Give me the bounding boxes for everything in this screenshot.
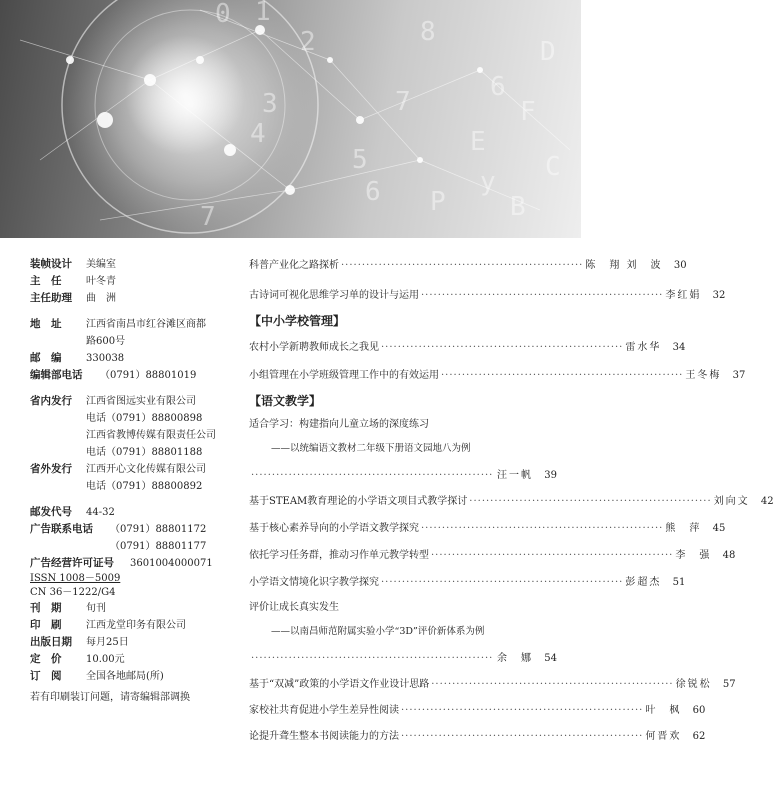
- toc-author: 汪一帆: [497, 470, 533, 481]
- price-value: 10.00元: [86, 654, 125, 665]
- toc-author: 雷水华: [625, 342, 662, 353]
- banner-glyph: C: [545, 152, 561, 182]
- section-heading: 【语文教学】: [249, 394, 322, 408]
- address-label: 地 址: [30, 318, 62, 330]
- banner-glyph: B: [510, 192, 526, 222]
- toc-entry[interactable]: [249, 519, 726, 537]
- section-heading: 【中小学校管理】: [249, 314, 346, 328]
- toc-author: 何晋欢: [645, 731, 682, 742]
- toc-author: 李红娟: [665, 290, 702, 301]
- toc-page: 30: [673, 260, 687, 271]
- toc-entry[interactable]: [249, 366, 746, 384]
- banner-glyph: F: [520, 97, 536, 127]
- subscribe-row: [30, 668, 235, 685]
- toc-page: 51: [672, 577, 686, 588]
- banner-glyph: D: [540, 37, 556, 67]
- toc-title[interactable]: 适合学习：构建指向儿童立场的深度练习: [249, 419, 429, 430]
- toc-entry[interactable]: [249, 675, 736, 693]
- assistant-value: 曲 洲: [86, 293, 116, 304]
- toc-page: 45: [712, 523, 726, 534]
- banner-glyph: P: [430, 187, 446, 217]
- period-row: [30, 600, 235, 617]
- toc-author: 叶 枫: [645, 705, 682, 716]
- toc-author: 陈 翔 刘 波: [585, 260, 663, 271]
- toc-subtitle: ——以南昌师范附属实验小学“3D”评价新体系为例: [271, 626, 485, 637]
- cover-banner: [0, 0, 581, 238]
- toc-leader: ··························································: [421, 290, 664, 301]
- director-label: 主 任: [30, 275, 62, 287]
- mail-code-label: 邮发代号: [30, 506, 72, 518]
- editorial-phone-value: （0791）88801019: [100, 370, 197, 381]
- toc-leader: ··························································: [251, 470, 494, 481]
- overseas-label: 省外发行: [30, 463, 72, 475]
- banner-glyph: 5: [352, 145, 368, 175]
- address-row: [30, 316, 235, 333]
- toc-leader: ··························································: [469, 496, 712, 507]
- toc-page: 62: [692, 731, 706, 742]
- toc-page: 34: [672, 342, 686, 353]
- overseas-v2: 电话（0791）88800892: [86, 481, 203, 492]
- banner-glyph: E: [470, 127, 486, 157]
- design-value: 美编室: [86, 259, 116, 270]
- toc-title: 家校社共育促进小学生差异性阅读: [249, 705, 399, 716]
- masthead: [30, 256, 235, 706]
- ad-license-value: 3601004000071: [130, 558, 213, 569]
- banner-glyph: 8: [420, 17, 436, 47]
- toc-leader: ··························································: [431, 550, 674, 561]
- price-label: 定 价: [30, 653, 62, 665]
- period-label: 刊 期: [30, 602, 62, 614]
- toc-page: 42: [760, 496, 774, 507]
- pub-date-label: 出版日期: [30, 636, 72, 648]
- toc-page: 32: [712, 290, 726, 301]
- pub-date-row: [30, 634, 235, 651]
- editorial-phone-label: 编辑部电话: [30, 369, 83, 381]
- toc-entry[interactable]: [249, 286, 726, 304]
- toc-leader: ··························································: [441, 370, 684, 381]
- toc-entry[interactable]: [249, 546, 736, 564]
- banner-glyph: 6: [365, 177, 381, 207]
- toc-page: 48: [722, 550, 736, 561]
- toc-title: 基于核心素养导向的小学语文教学探究: [249, 523, 419, 534]
- cn-number: CN 36－1222/G4: [30, 587, 116, 598]
- banner-glyph: y: [480, 167, 496, 197]
- toc-entry[interactable]: [249, 701, 706, 719]
- pub-date-value: 每月25日: [86, 637, 129, 648]
- postcode-label: 邮 编: [30, 352, 62, 364]
- banner-glyph: 0: [215, 0, 231, 29]
- director-value: 叶冬青: [86, 276, 116, 287]
- price-row: [30, 651, 235, 668]
- toc-subtitle: ——以统编语文教材二年级下册语文园地八为例: [271, 443, 471, 454]
- postcode-row: [30, 350, 235, 367]
- banner-glyph: 6: [490, 72, 506, 102]
- director-row: [30, 273, 235, 290]
- toc-title: 依托学习任务群，推动习作单元教学转型: [249, 550, 429, 561]
- toc-page: 57: [722, 679, 736, 690]
- issn: ISSN 1008－5009: [30, 573, 121, 584]
- editorial-phone-row: [30, 367, 235, 384]
- toc-author: 彭超杰: [625, 577, 662, 588]
- toc-title: 农村小学新聘教师成长之我见: [249, 342, 379, 353]
- ad-license-label: 广告经营许可证号: [30, 557, 114, 569]
- toc-entry[interactable]: [249, 492, 774, 510]
- toc-author: 徐锐松: [675, 679, 712, 690]
- toc-title: 科普产业化之路探析: [249, 260, 339, 271]
- banner-glyph: 3: [262, 89, 278, 119]
- toc-entry[interactable]: [249, 256, 687, 274]
- domestic-v1: 江西省图远实业有限公司: [86, 396, 196, 407]
- address-cont: 路600号: [86, 336, 126, 347]
- domestic-v4: 电话（0791）88801188: [86, 447, 203, 458]
- mail-code-value: 44-32: [86, 507, 115, 518]
- toc-title: 小组管理在小学班级管理工作中的有效运用: [249, 370, 439, 381]
- toc-leader: ··························································: [431, 679, 674, 690]
- toc-author: 刘向文: [713, 496, 750, 507]
- toc-entry[interactable]: [249, 466, 557, 484]
- printer-label: 印 刷: [30, 619, 62, 631]
- banner-glyph: 7: [395, 87, 411, 117]
- ad-license-row: [30, 555, 235, 572]
- toc-leader: ··························································: [251, 653, 494, 664]
- ad-phone-row: [30, 521, 235, 538]
- overseas-row: [30, 461, 235, 478]
- toc-page: 54: [544, 653, 557, 664]
- ad-phone-v2: （0791）88801177: [110, 541, 207, 552]
- design-row: [30, 256, 235, 273]
- toc-author: 王冬梅: [685, 370, 722, 381]
- toc-author: 熊 萍: [665, 523, 702, 534]
- tech-globe-illustration: [0, 0, 581, 238]
- toc-title[interactable]: 评价让成长真实发生: [249, 602, 339, 613]
- domestic-v2: 电话（0791）88800898: [86, 413, 203, 424]
- print-issue-note: 若有印刷装订问题，请寄编辑部调换: [30, 692, 190, 703]
- domestic-row: [30, 393, 235, 410]
- postcode-value: 330038: [86, 353, 125, 364]
- toc-leader: ··························································: [381, 577, 624, 588]
- subscribe-label: 订 阅: [30, 670, 62, 682]
- toc-author: 李 强: [675, 550, 712, 561]
- toc-title: 基于STEAM教育理论的小学语文项目式教学探讨: [249, 496, 468, 507]
- toc-leader: ··························································: [401, 705, 644, 716]
- domestic-label: 省内发行: [30, 395, 72, 407]
- ad-phone-label: 广告联系电话: [30, 523, 93, 535]
- banner-glyph: 1: [255, 0, 271, 27]
- toc-entry[interactable]: [249, 338, 686, 356]
- banner-glyph: 7: [200, 202, 216, 232]
- assistant-label: 主任助理: [30, 292, 72, 304]
- toc-title: 古诗词可视化思维学习单的设计与运用: [249, 290, 419, 301]
- overseas-v1: 江西开心文化传媒有限公司: [86, 464, 206, 475]
- toc-leader: ··························································: [341, 260, 584, 271]
- toc-title: 论提升聋生整本书阅读能力的方法: [249, 731, 399, 742]
- banner-glyph: 2: [300, 27, 316, 57]
- toc-entry[interactable]: [249, 573, 686, 591]
- toc-leader: ··························································: [401, 731, 644, 742]
- address-value: 江西省南昌市红谷滩区商都: [86, 319, 206, 330]
- toc-page: 60: [692, 705, 706, 716]
- ad-phone-v1: （0791）88801172: [110, 524, 207, 535]
- toc-leader: ··························································: [381, 342, 624, 353]
- toc-page: 39: [544, 470, 557, 481]
- printer-row: [30, 617, 235, 634]
- toc-entry[interactable]: [249, 727, 706, 745]
- toc-author: 余 娜: [497, 653, 533, 664]
- subscribe-value: 全国各地邮局(所): [86, 671, 164, 682]
- printer-value: 江西龙堂印务有限公司: [86, 620, 186, 631]
- toc-page: 37: [732, 370, 746, 381]
- toc-leader: ··························································: [421, 523, 664, 534]
- domestic-v3: 江西省教博传媒有限责任公司: [86, 430, 216, 441]
- design-label: 装帧设计: [30, 258, 72, 270]
- toc-entry[interactable]: [249, 649, 557, 667]
- assistant-row: [30, 290, 235, 307]
- mail-code-row: [30, 504, 235, 521]
- table-of-contents: [249, 256, 774, 745]
- banner-glyph: 4: [250, 119, 266, 149]
- period-value: 旬刊: [86, 603, 106, 614]
- toc-title: 小学语文情境化识字教学探究: [249, 577, 379, 588]
- toc-title: 基于“双减”政策的小学语文作业设计思路: [249, 679, 430, 690]
